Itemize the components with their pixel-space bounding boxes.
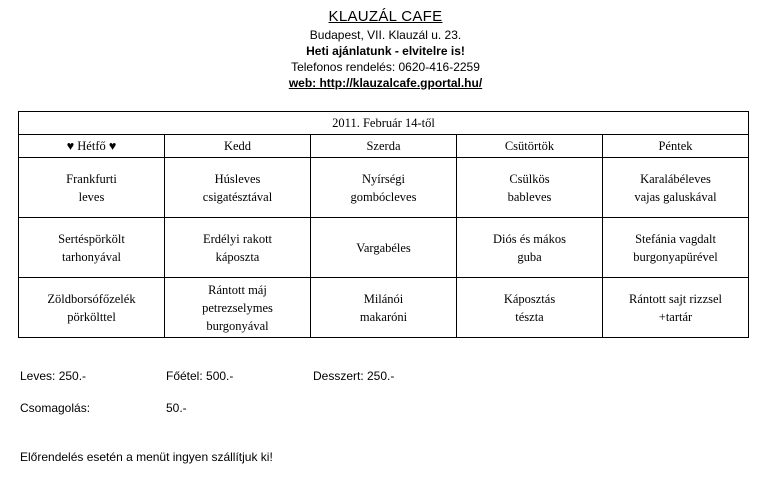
dish-line: petrezselymes (202, 300, 273, 315)
menu-row (19, 218, 749, 278)
dish-line: tarhonyával (61, 249, 121, 264)
menu-row (19, 158, 749, 218)
tagline: Heti ajánlatunk - elvitelre is! (306, 44, 465, 58)
dish-line: guba (517, 249, 542, 264)
dish-line: Rántott sajt rizzsel (628, 291, 723, 306)
dish-line: leves (78, 189, 105, 204)
dish-line: Vargabéles (356, 240, 411, 255)
dish-line: makaróni (359, 309, 408, 324)
dish-line: Milánói (363, 291, 404, 306)
dish-line: Csülkös (509, 171, 550, 186)
cafe-title: KLAUZÁL CAFE (328, 8, 443, 25)
dish-cell-monday (19, 158, 165, 218)
packaging-price: 50.- (166, 401, 187, 415)
dish-line: Frankfurti (66, 171, 117, 186)
day-header-wednesday: Szerda (311, 135, 457, 158)
dish-line: tészta (515, 309, 544, 324)
phone: Telefonos rendelés: 0620-416-2259 (291, 60, 480, 74)
dish-line: Karalábéleves (640, 171, 711, 186)
dish-cell-wednesday (311, 158, 457, 218)
dish-line: Sertéspörkölt (58, 231, 125, 246)
dish-line: Zöldborsófőzelék (47, 291, 136, 306)
dish-cell-friday (603, 278, 749, 338)
dish-line: +tartár (658, 309, 693, 324)
dish-line: pörkölttel (67, 309, 116, 324)
dish-cell-friday (603, 218, 749, 278)
dish-line: Nyírségi (361, 171, 406, 186)
weekly-menu-table (18, 111, 749, 338)
price-soup: Leves: 250.- (20, 369, 87, 383)
dish-line: gombócleves (350, 189, 417, 204)
dish-line: Diós és mákos (493, 231, 566, 246)
dish-line: káposzta (215, 249, 260, 264)
dish-cell-thursday (457, 218, 603, 278)
address: Budapest, VII. Klauzál u. 23. (309, 28, 462, 42)
dish-line: Káposztás (503, 291, 556, 306)
dish-cell-tuesday (165, 218, 311, 278)
packaging-label: Csomagolás: (20, 401, 91, 415)
dish-line: vajas galuskával (634, 189, 717, 204)
dish-line: Húsleves (214, 171, 261, 186)
dish-cell-monday (19, 218, 165, 278)
price-dessert: Desszert: 250.- (313, 369, 395, 383)
web-link[interactable]: web: http://klauzalcafe.gportal.hu/ (288, 76, 483, 90)
dish-line: Rántott máj (208, 282, 267, 297)
dish-line: burgonyával (206, 318, 269, 333)
dish-cell-thursday (457, 278, 603, 338)
dish-line: bableves (507, 189, 552, 204)
dish-line: csigatésztával (202, 189, 273, 204)
dish-line: burgonyapürével (633, 249, 718, 264)
dish-cell-wednesday (311, 218, 457, 278)
dish-line: Stefánia vagdalt (635, 231, 716, 246)
delivery-notice: Előrendelés esetén a menüt ingyen szállítjuk ki! (20, 450, 273, 464)
day-header-tuesday: Kedd (165, 135, 311, 158)
day-header-monday: ♥ Hétfő ♥ (19, 135, 165, 158)
menu-row (19, 278, 749, 338)
dish-cell-thursday (457, 158, 603, 218)
dish-cell-wednesday (311, 278, 457, 338)
header (0, 7, 771, 91)
day-header-thursday: Csütörtök (457, 135, 603, 158)
dish-cell-tuesday (165, 158, 311, 218)
dish-cell-monday (19, 278, 165, 338)
dish-line: Erdélyi rakott (202, 231, 273, 246)
day-header-friday: Péntek (603, 135, 749, 158)
menu-caption: 2011. Február 14-től (19, 112, 749, 135)
dish-cell-friday (603, 158, 749, 218)
dish-cell-tuesday (165, 278, 311, 338)
price-main: Főétel: 500.- (166, 369, 234, 383)
